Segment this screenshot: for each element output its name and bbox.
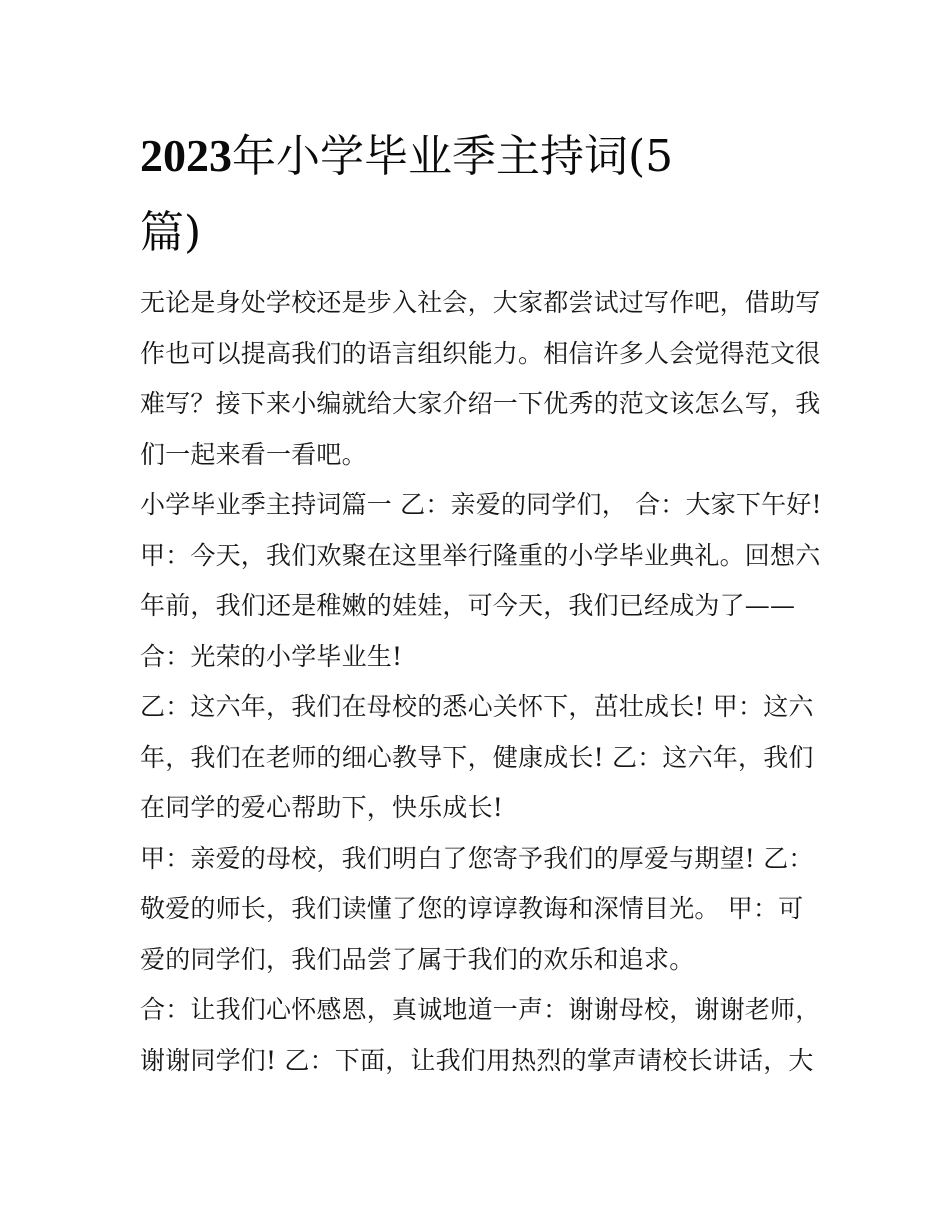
text-line: 难写？接下来小编就给大家介绍一下优秀的范文该怎么写，我 <box>140 389 821 418</box>
text-line: 敬爱的师长，我们读懂了您的谆谆教诲和深情目光。 甲：可 <box>140 894 804 923</box>
paragraph-3 <box>140 834 820 986</box>
text-line: 作也可以提高我们的语言组织能力。相信许多人会觉得范文很 <box>140 338 821 368</box>
title-line-2 <box>140 195 780 271</box>
title-line-1 <box>140 118 780 195</box>
text-line: 甲：亲爱的母校，我们明白了您寄予我们的厚爱与期望! 乙： <box>140 843 814 873</box>
text-line: 合：光荣的小学毕业生! <box>140 641 403 671</box>
text-line: 甲：今天，我们欢聚在这里举行隆重的小学毕业典礼。回想六 <box>140 540 821 570</box>
text-line: 小学毕业季主持词篇一 乙：亲爱的同学们， 合：大家下午好! <box>140 490 822 519</box>
text-line: 合：让我们心怀感恩，真诚地道一声：谢谢母校，谢谢老师， <box>140 995 821 1024</box>
text-line: 谢谢同学们! 乙：下面，让我们用热烈的掌声请校长讲话，大 <box>140 1045 814 1075</box>
text-line: 年前，我们还是稚嫩的娃娃，可今天，我们已经成为了—— <box>140 591 796 620</box>
title-text-1: 年小学毕业季主持词(5 <box>232 131 674 182</box>
document-body <box>140 278 820 1086</box>
document-title <box>140 118 780 271</box>
paragraph-2 <box>140 682 820 834</box>
paragraph-4 <box>140 985 820 1086</box>
paragraph-1 <box>140 480 820 682</box>
title-year: 2023 <box>140 130 232 181</box>
text-line: 爱的同学们，我们品尝了属于我们的欢乐和追求。 <box>140 944 695 974</box>
text-line: 年，我们在老师的细心教导下，健康成长! 乙：这六年，我们 <box>140 742 814 772</box>
text-line: 在同学的爱心帮助下，快乐成长! <box>140 793 504 822</box>
paragraph-intro <box>140 278 820 480</box>
title-text-2: 篇) <box>140 207 202 258</box>
text-line: 无论是身处学校还是步入社会，大家都尝试过写作吧，借助写 <box>140 288 821 317</box>
text-line: 们一起来看一看吧。 <box>140 439 367 469</box>
text-line: 乙：这六年，我们在母校的悉心关怀下，茁壮成长! 甲：这六 <box>140 692 814 721</box>
